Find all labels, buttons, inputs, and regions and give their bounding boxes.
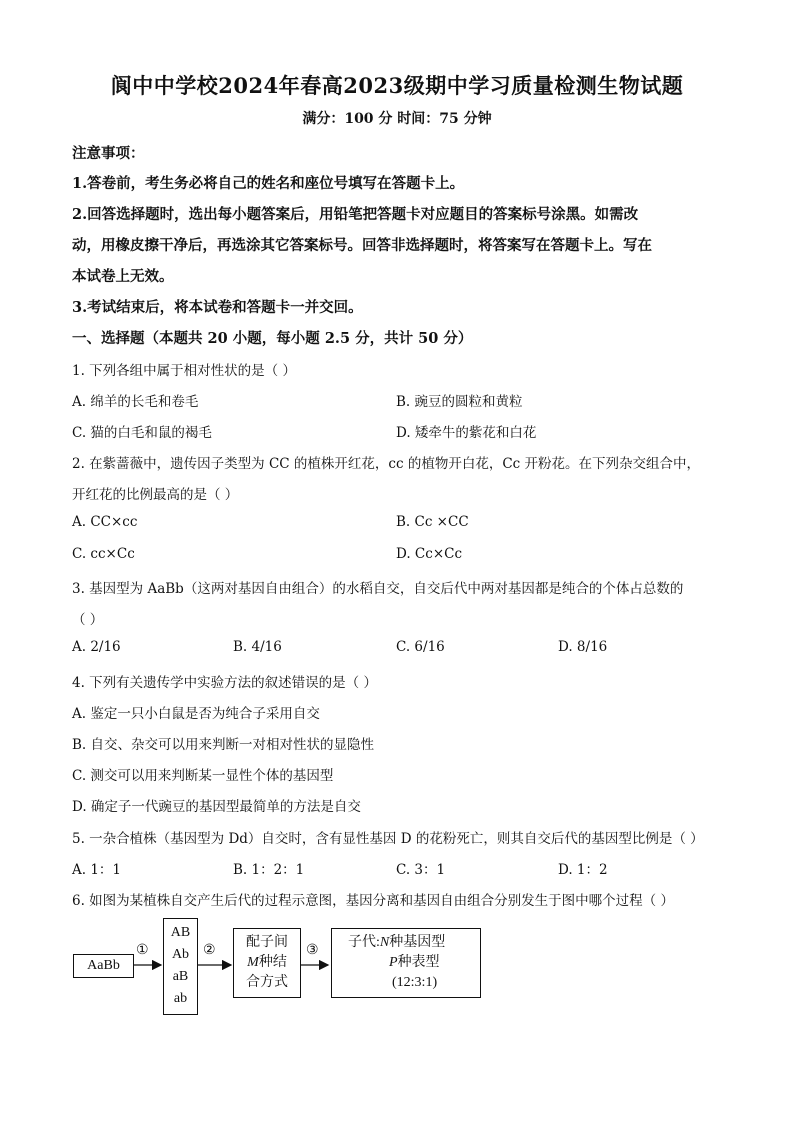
notice-item-2-line-2: 动，用橡皮擦干净后，再选涂其它答案标号。回答非选择题时，将答案写在答题卡上。写在 bbox=[72, 237, 652, 254]
gametes-box bbox=[163, 918, 198, 1015]
offspring-label: 子代: bbox=[348, 935, 380, 950]
question-4-option-c: C. 测交可以用来判断某一显性个体的基因型 bbox=[72, 768, 334, 784]
question-2-stem-line-2: 开红花的比例最高的是（ ） bbox=[72, 487, 239, 503]
parent-genotype-box: AaBb bbox=[73, 954, 134, 978]
combination-box bbox=[233, 928, 301, 998]
var-p: P bbox=[389, 955, 398, 970]
question-1-stem: 1. 下列各组中属于相对性状的是（ ） bbox=[72, 363, 296, 379]
notice-item-2-line-3: 本试卷上无效。 bbox=[72, 268, 174, 285]
question-2-stem-line-1: 2. 在紫蔷薇中，遗传因子类型为 CC 的植株开红花，cc 的植物开白花，Cc 开粉花。在下列杂交组合中， bbox=[72, 456, 701, 472]
offspring-line-2 bbox=[332, 953, 480, 973]
question-5-option-a: A. 1：1 bbox=[72, 862, 122, 878]
combination-line-1: 配子间 bbox=[246, 935, 288, 950]
step-3-label: ③ bbox=[306, 942, 319, 958]
question-3-option-b: B. 4/16 bbox=[233, 639, 282, 655]
page-title: 阆中中学校2024年春高2023级期中学习质量检测生物试题 bbox=[110, 73, 684, 98]
gamete-ab-mixed: Ab bbox=[171, 947, 190, 962]
question-3-stem-line-1: 3. 基因型为 AaBb（这两对基因自由组合）的水稻自交，自交后代中两对基因都是纯合的个体占总数的 bbox=[72, 581, 684, 597]
var-m: M bbox=[247, 955, 259, 970]
question-4-option-d: D. 确定子一代豌豆的基因型最简单的方法是自交 bbox=[72, 799, 361, 815]
step-2-label: ② bbox=[203, 942, 216, 958]
section-heading: 一、选择题（本题共 20 小题，每小题 2.5 分，共计 50 分） bbox=[72, 330, 473, 347]
question-2-option-a: A. CC×cc bbox=[72, 514, 138, 530]
question-5-option-c: C. 3：1 bbox=[396, 862, 446, 878]
notice-heading: 注意事项： bbox=[72, 145, 145, 162]
process-diagram bbox=[70, 918, 500, 1023]
question-2-option-c: C. cc×Cc bbox=[72, 546, 135, 562]
combination-line-3: 合方式 bbox=[246, 975, 288, 990]
gamete-ab-upper: AB bbox=[170, 925, 191, 940]
offspring-genotype-text: 种基因型 bbox=[389, 935, 446, 950]
gamete-ab-lower: ab bbox=[173, 991, 188, 1006]
question-4-stem: 4. 下列有关遗传学中实验方法的叙述错误的是（ ） bbox=[72, 675, 377, 691]
question-3-option-a: A. 2/16 bbox=[72, 639, 121, 655]
question-6-stem: 6. 如图为某植株自交产生后代的过程示意图，基因分离和基因自由组合分别发生于图中哪个过程（ ） bbox=[72, 893, 674, 909]
question-2-option-b: B. Cc ×CC bbox=[396, 514, 469, 530]
offspring-box bbox=[331, 928, 481, 998]
question-4-option-b: B. 自交、杂交可以用来判断一对相对性状的显隐性 bbox=[72, 737, 375, 753]
question-3-stem-line-2: （ ） bbox=[72, 612, 104, 628]
question-3-option-d: D. 8/16 bbox=[558, 639, 608, 655]
offspring-phenotype-text: 种表型 bbox=[397, 955, 440, 970]
combination-line-2 bbox=[234, 953, 300, 973]
notice-item-3: 3.考试结束后，将本试卷和答题卡一并交回。 bbox=[72, 299, 363, 316]
question-5-option-d: D. 1：2 bbox=[558, 862, 608, 878]
notice-item-2-line-1: 2.回答选择题时，选出每小题答案后，用铅笔把答题卡对应题目的答案标号涂黑。如需改 bbox=[72, 206, 639, 223]
gamete-ab-lower-upper: aB bbox=[172, 969, 189, 984]
offspring-ratio: (12:3:1) bbox=[392, 975, 438, 990]
question-3-option-c: C. 6/16 bbox=[396, 639, 445, 655]
question-5-stem: 5. 一杂合植株（基因型为 Dd）自交时，含有显性基因 D 的花粉死亡，则其自交后代的基因型比例是（ ） bbox=[72, 831, 704, 847]
question-1-option-c: C. 猫的白毛和鼠的褐毛 bbox=[72, 425, 212, 441]
question-1-option-b: B. 豌豆的圆粒和黄粒 bbox=[396, 394, 523, 410]
notice-item-1: 1.答卷前，考生务必将自己的姓名和座位号填写在答题卡上。 bbox=[72, 175, 465, 192]
question-4-option-a: A. 鉴定一只小白鼠是否为纯合子采用自交 bbox=[72, 706, 320, 722]
question-1-option-a: A. 绵羊的长毛和卷毛 bbox=[72, 394, 199, 410]
offspring-line-1 bbox=[332, 933, 480, 953]
question-2-option-d: D. Cc×Cc bbox=[396, 546, 463, 562]
step-1-label: ① bbox=[136, 942, 149, 958]
question-1-option-d: D. 矮牵牛的紫花和白花 bbox=[396, 425, 537, 441]
combination-line-2-rest: 种结 bbox=[258, 955, 287, 970]
var-n: N bbox=[379, 935, 390, 950]
question-5-option-b: B. 1：2：1 bbox=[233, 862, 305, 878]
exam-info: 满分：100 分 时间：75 分钟 bbox=[302, 111, 492, 127]
